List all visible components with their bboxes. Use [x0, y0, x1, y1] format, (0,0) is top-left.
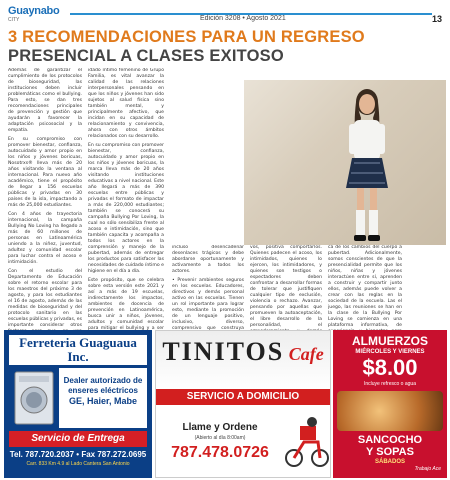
saturdays-label: SÁBADOS — [374, 459, 405, 465]
delivery-service: SERVICIO A DOMICILIO — [156, 389, 330, 405]
ferreteria-address: Carr. 833 Km 4.9 al Lado Cantera San Antonio — [26, 461, 130, 467]
ferreteria-phones: Tel. 787.720.2037 • Fax 787.272.0695 — [9, 450, 147, 459]
paragraph: vos, positiva comportarlos. Quienes padecen el acoso, los intimidados, quienes lo ejercen, los intimidadores, y quienes son testigos o espectadores deben confrontar a desarrollar formas de tolerar que justifiquen cualquier tipo de exclusión, violencia o rechazo. Avanzar, pensando por aquellas que promueven la autoaceptación, el libre desarrollo de la personalidad, el — [250, 245, 322, 328]
brands: GE, Haier, Mabe — [68, 396, 138, 406]
ferreteria-name: Ferreteria Guaguaua Inc. — [9, 335, 147, 365]
opening-hours: (Abierto al día 8:00am) — [194, 434, 246, 441]
publication-logo: Guaynabo CITY — [8, 5, 60, 23]
edition-label: Edición 3208 • Agosto 2021 — [200, 15, 286, 22]
ad3-note: Trabajo Ace — [414, 466, 441, 472]
title-line-2: PRESENCIAL A CLASES EXITOSO — [8, 47, 284, 65]
article-column-2 — [88, 68, 164, 330]
page-number: 13 — [431, 14, 442, 24]
delivery-bike-icon — [284, 414, 330, 470]
paragraph: incluso desencadenar desenlaces trágicos y debe abordarse oportunamente y activamente a todos los actores. — [172, 245, 244, 274]
almuerzos-days: MIÉRCOLES Y VIERNES — [355, 349, 425, 355]
cafe-name: Cafe — [288, 344, 324, 364]
almuerzos-title: ALMUERZOS — [352, 334, 428, 348]
paragraph: • Prevenir ambientes seguros en los escuelas. Educadores, directivos y demás personal activo en las escuelas. Tienen un rol importante para lograr esto, mediante la promoción de un lenguaje positivo, inclusivo, diverso, comprensivo que construya — [172, 278, 244, 330]
tinitos-phone: 787.478.0726 — [171, 443, 269, 461]
dealer-line-2: enseres eléctricos — [68, 386, 138, 395]
article-column-4 — [250, 245, 322, 330]
paragraph: Con 4 años de trayectoria internacional, la campaña Bullying No Loving ha llegado a más de 60 millones de personas en Latinoamérica uniendo a la niñez, juventud, adultez y comunidad escolar para luchar contra el acoso e intimidación. — [8, 212, 82, 265]
ad-ferreteria[interactable] — [4, 330, 152, 478]
paragraph: idado íntimo femenino de Grupo Familia, es vital avanzar la calidad de las relaciones interpersonales pensando en que los niños y jóvenes han sido sujetos al salud física sino también mental, y principalmente afectivo, que incidan en su capacidad de relacionamiento y convivencia, ahora con otros ámbitos relacionados con su desarrollo. — [88, 68, 164, 139]
schoolgirl-figure — [339, 88, 395, 245]
page-header — [0, 0, 450, 24]
dealer-line-1: Dealer autorizado de — [63, 376, 143, 385]
article-title — [8, 28, 408, 66]
food-photo — [337, 391, 443, 431]
title-line-1: 3 RECOMENDACIONES PARA UN REGRESO — [8, 28, 365, 46]
almuerzos-includes: Incluye refresco o agua — [364, 381, 416, 387]
almuerzos-price: $8.00 — [362, 355, 418, 380]
sancocho-label: SANCOCHO — [357, 434, 423, 446]
article-column-5 — [328, 245, 402, 330]
ad-tinitos-cafe[interactable] — [155, 330, 331, 478]
paragraph: Además de garantizar el cumplimiento de los protocolos de bioseguridad, las instituciones deben incluir problemáticas como el bullying. Para esto, se dan tres recomendaciones principales de prevención y gestión que ayudarán a favorecer la adaptación psicosocial y la empatía. — [8, 68, 82, 133]
student-photo — [244, 80, 446, 245]
article-column-3 — [172, 245, 244, 330]
paragraph: Con el estudio del Departamento de Educación sobre el retorno escolar para los maestros del próximo 3 de agosto, y para los estudiantes el 16 de agosto, además de las medidas de bioseguridad y del protocolo sanitario en las escuelas públicas y privadas, es importante considerar otros — [8, 269, 82, 328]
sopas-label: Y SOPAS — [366, 446, 414, 458]
article-column-1 — [8, 68, 82, 330]
paragraph: ca de los cambios del cuerpo a pubertad. Adicionalmente, somos conscientes de que la presencialidad permite que los niños, niñas y jóvenes interactúen entre sí, aprenden a construir y compartir junto ellos, además puede volver a crear con las reglas en la sociedad de la escuela. Las el juego, las reuniones se han en la clase de la Bullying Por Loving se comienza en una plataforma informativa, de — [328, 245, 402, 328]
paragraph: En su compromiso con promover bienestar, confianza, autocuidado y amor propio en los niños y jóvenes boricuas, Nosotrxs® lleva más de 20 años visitando la ventana al internacional. Para nuevo año académico, tiene el propósito de llegar a 156 escuelas públicas y privadas en 30 países de la isla, impactando a más de 25,000 estudiantes. — [8, 137, 82, 208]
ad-almuerzos[interactable] — [333, 330, 447, 478]
tinitos-name: TINITOS — [162, 337, 285, 366]
paragraph: Este propósito, que se celebra sobre esta versión este 2021 y así a más de 19 escuelas, indirectamente los impactos, ambientes de docencia de prevención en Latinoamérica, busca unir a niños, jóvenes, adultos y comunidad escolar para mitigar el bullying y a ser — [88, 278, 164, 330]
paragraph: En su compromiso con promover bienestar, confianza, autocuidado y amor propio en los niños y jóvenes boricuas, la marca lleva más de 20 años visitando instituciones educativas a nivel nacional. Este año llegará a más de 390 escuelas entre públicas y privadas el formato de impactar a más de 220,000 estudiantes; también se conocerá su campaña Bullying Por Loving, la cual no sólo sensibiliza frente al acoso e intimidación, sino que también capacita y acompaña a todos los actores en la comprensión y manejo de la pubertad, además de entregar los productos para satisfacer las necesidades de cuidado íntimo e higiene en el día a día. — [88, 143, 164, 274]
call-to-order: Llame y Ordene — [182, 421, 258, 433]
delivery-banner: Servicio de Entrega — [9, 431, 147, 447]
appliance-icon — [9, 368, 59, 428]
